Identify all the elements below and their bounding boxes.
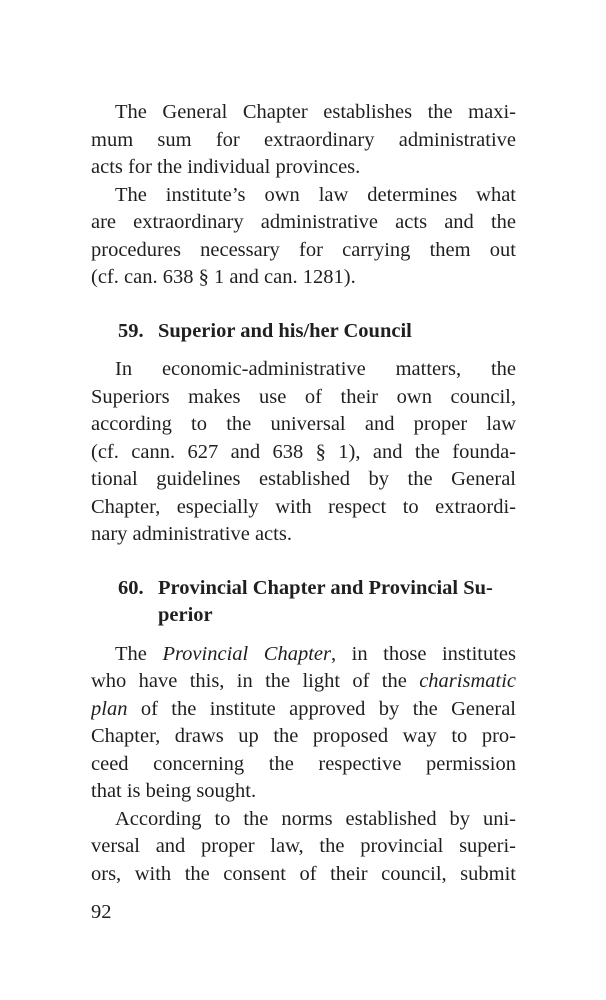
text-line [91,494,516,522]
paragraph [91,641,516,806]
text-line [91,264,516,292]
paragraph [91,806,516,889]
heading-number: 59. [118,319,144,342]
text-segment: who have this, in the light of the [91,670,420,692]
text-segment: versal and proper law, the provincial superi- [91,835,516,857]
text-segment: nary administrative acts. [91,523,292,545]
text-line [91,641,516,669]
text-line [91,806,516,834]
heading-text [158,575,516,630]
text-line [91,154,516,182]
text-segment: (cf. cann. 627 and 638 § 1), and the founda- [91,440,516,463]
paragraph [91,356,516,549]
text-segment: Chapter, especially with respect to extraordi- [91,495,516,518]
text-line [91,99,516,127]
text-line [91,356,516,384]
heading-line: Provincial Chapter and Provincial Su- [158,576,493,599]
text-segment: are extraordinary administrative acts and the [91,211,516,233]
text-line [91,861,516,889]
section-heading [91,575,516,630]
text-segment: ors, with the consent of their council, submit [91,862,516,885]
text-segment: The institute’s own law determines what [115,183,516,206]
heading-text [158,318,516,346]
italic-text: Provincial Chapter [162,642,331,665]
text-segment: of the institute approved by the General [127,697,516,720]
text-segment: mum sum for extraordinary administrative [91,128,516,151]
text-segment: The [115,642,163,665]
text-segment: Superiors makes use of their own council, [91,385,516,408]
text-segment: tional guidelines established by the General [91,468,516,490]
text-segment: In economic-administrative matters, the [115,358,516,380]
text-segment: Chapter, draws up the proposed way to pro- [91,725,516,747]
text-line [91,237,516,265]
text-line [91,696,516,724]
italic-text: charismatic [419,670,516,692]
text-segment: ceed concerning the respective permission [91,752,516,775]
text-line [91,384,516,412]
text-line [91,723,516,751]
text-line [91,439,516,467]
text-segment: according to the universal and proper law [91,413,516,435]
text-segment: According to the norms established by uni- [115,807,516,830]
text-line [91,833,516,861]
page-body [91,99,516,888]
heading-line: Superior and his/her Council [158,319,412,342]
page-number: 92 [91,901,112,923]
text-segment: that is being sought. [91,780,257,802]
text-segment: , in those institutes [330,642,516,665]
text-line [91,466,516,494]
paragraph [91,99,516,182]
text-line [91,127,516,155]
text-line [91,521,516,549]
text-line [91,668,516,696]
text-line [91,751,516,779]
heading-line: perior [158,604,213,626]
text-segment: The General Chapter establishes the maxi- [115,101,516,123]
text-line [91,778,516,806]
text-segment: procedures necessary for carrying them out [91,238,516,261]
italic-text: plan [91,697,128,720]
section-heading [91,318,516,346]
paragraph [91,182,516,292]
text-line [91,209,516,237]
heading-number: 60. [118,576,144,599]
text-line [91,411,516,439]
text-segment: (cf. can. 638 § 1 and can. 1281). [91,266,356,288]
text-line [91,182,516,210]
text-segment: acts for the individual provinces. [91,156,361,178]
